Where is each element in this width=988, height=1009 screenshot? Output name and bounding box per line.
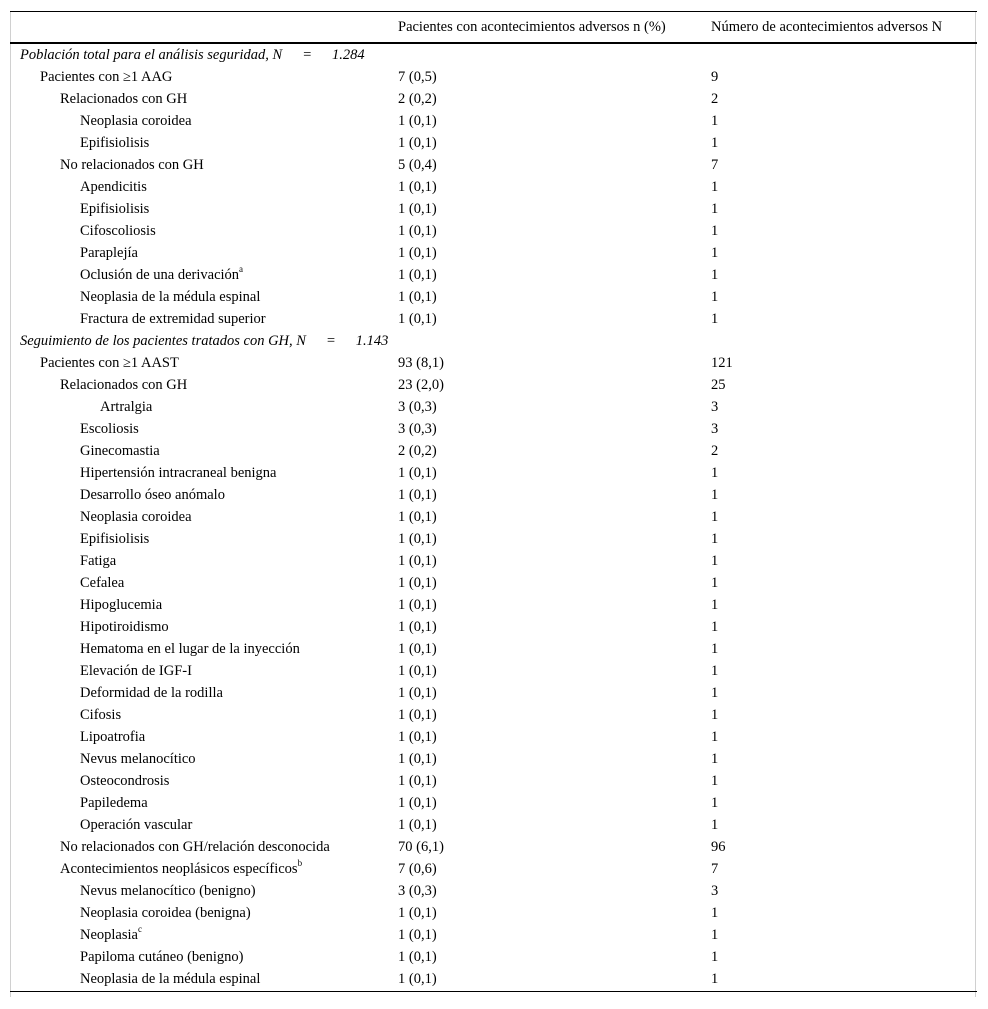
row-label-cell: [10, 880, 398, 902]
row-label: Neoplasia: [80, 926, 138, 943]
table-row: [10, 264, 977, 286]
row-label: Papiloma cutáneo (benigno): [80, 948, 244, 965]
row-label-cell: [10, 396, 398, 418]
section-label: Seguimiento de los pacientes tratados con GH, N: [20, 332, 306, 349]
events-cell: 9: [711, 68, 719, 85]
events-cell: 1: [711, 464, 719, 481]
events-cell: 1: [711, 552, 719, 569]
row-label-cell: [10, 946, 398, 968]
events-cell: 1: [711, 508, 719, 525]
events-cell: 1: [711, 222, 719, 239]
patients-cell: 2 (0,2): [398, 90, 437, 107]
events-cell: 121: [711, 354, 733, 371]
table-row: [10, 154, 977, 176]
patients-cell: 1 (0,1): [398, 596, 437, 613]
table-row: [10, 726, 977, 748]
table-row: [10, 176, 977, 198]
patients-cell: 1 (0,1): [398, 486, 437, 503]
row-label: Osteocondrosis: [80, 772, 170, 789]
row-label-cell: [10, 418, 398, 440]
row-label: Deformidad de la rodilla: [80, 684, 223, 701]
row-label-cell: [10, 660, 398, 682]
table-row: [10, 110, 977, 132]
footnote-marker: b: [297, 857, 303, 868]
row-label-cell: [10, 110, 398, 132]
table-row: [10, 396, 977, 418]
row-label: Oclusión de una derivación: [80, 266, 240, 283]
table-row: [10, 418, 977, 440]
events-cell: 1: [711, 684, 719, 701]
table-body: [10, 43, 977, 992]
row-label-cell: [10, 770, 398, 792]
patients-cell: 5 (0,4): [398, 156, 437, 173]
events-cell: 1: [711, 948, 719, 965]
row-label-cell: [10, 374, 398, 396]
row-label: Neoplasia de la médula espinal: [80, 288, 261, 305]
row-label-cell: [10, 506, 398, 528]
events-cell: 1: [711, 968, 977, 992]
events-cell: 2: [711, 90, 719, 107]
table-row: [10, 220, 977, 242]
section-equals: =: [302, 46, 313, 63]
table-row: [10, 286, 977, 308]
patients-cell: 1 (0,1): [398, 948, 437, 965]
patients-cell: 1 (0,1): [398, 816, 437, 833]
row-label: Ginecomastia: [80, 442, 160, 459]
row-label: Epifisiolisis: [80, 200, 150, 217]
row-label-cell: [10, 132, 398, 154]
row-label-cell: [10, 550, 398, 572]
patients-cell: 1 (0,1): [398, 728, 437, 745]
patients-cell: 1 (0,1): [398, 772, 437, 789]
patients-cell: 1 (0,1): [398, 926, 437, 943]
row-label: Neoplasia coroidea: [80, 508, 192, 525]
table-row: [10, 968, 977, 992]
table-row: [10, 352, 977, 374]
patients-cell: 3 (0,3): [398, 882, 437, 899]
events-cell: 1: [711, 772, 719, 789]
events-cell: 1: [711, 310, 719, 327]
row-label: Acontecimientos neoplásicos específicos: [60, 860, 298, 877]
table-header: [10, 12, 977, 43]
events-cell: 1: [711, 486, 719, 503]
patients-cell: 3 (0,3): [398, 420, 437, 437]
row-label: Epifisiolisis: [80, 134, 150, 151]
events-cell: 1: [711, 112, 719, 129]
row-label: Nevus melanocítico (benigno): [80, 882, 256, 899]
table-row: [10, 132, 977, 154]
row-label-cell: [10, 462, 398, 484]
row-label-cell: [10, 198, 398, 220]
patients-cell: 1 (0,1): [398, 266, 437, 283]
table-row: [10, 242, 977, 264]
events-cell: 1: [711, 640, 719, 657]
row-label: No relacionados con GH: [60, 156, 204, 173]
events-cell: 3: [711, 398, 719, 415]
row-label-cell: [10, 616, 398, 638]
table-row: [10, 484, 977, 506]
table-row: [10, 748, 977, 770]
row-label-cell: [10, 924, 398, 946]
table-row: [10, 308, 977, 330]
section-heading: [10, 43, 977, 66]
section-label: Población total para el análisis seguridad, N: [20, 46, 283, 63]
patients-cell: 3 (0,3): [398, 398, 437, 415]
patients-cell: 1 (0,1): [398, 464, 437, 481]
events-cell: 25: [711, 376, 726, 393]
header-col-events: Número de acontecimientos adversos N: [711, 12, 977, 43]
section-row: [10, 43, 977, 66]
patients-cell: 1 (0,1): [398, 794, 437, 811]
section-row: [10, 330, 977, 352]
table-row: [10, 880, 977, 902]
patients-cell: 1 (0,1): [398, 574, 437, 591]
events-cell: 1: [711, 574, 719, 591]
row-label-cell: [10, 858, 398, 880]
patients-cell: 1 (0,1): [398, 244, 437, 261]
row-label: Artralgia: [100, 398, 153, 415]
table-row: [10, 946, 977, 968]
table-row: [10, 638, 977, 660]
row-label-cell: [10, 748, 398, 770]
events-cell: 3: [711, 420, 719, 437]
row-label-cell: [10, 154, 398, 176]
row-label-cell: [10, 814, 398, 836]
row-label: Lipoatrofia: [80, 728, 146, 745]
events-cell: 1: [711, 244, 719, 261]
section-n-value: 1.143: [355, 332, 389, 349]
patients-cell: 1 (0,1): [398, 222, 437, 239]
events-cell: 1: [711, 728, 719, 745]
row-label-cell: [10, 836, 398, 858]
table-row: [10, 924, 977, 946]
table-row: [10, 88, 977, 110]
row-label: Epifisiolisis: [80, 530, 150, 547]
events-cell: 96: [711, 838, 726, 855]
row-label: No relacionados con GH/relación desconocida: [60, 838, 330, 855]
section-heading: [10, 330, 977, 352]
row-label: Neoplasia de la médula espinal: [80, 971, 261, 987]
patients-cell: 1 (0,1): [398, 968, 711, 992]
row-label-cell: [10, 286, 398, 308]
row-label: Fractura de extremidad superior: [80, 310, 266, 327]
row-label-cell: [10, 220, 398, 242]
row-label-cell: [10, 726, 398, 748]
table-row: [10, 506, 977, 528]
table-row: [10, 792, 977, 814]
patients-cell: 1 (0,1): [398, 904, 437, 921]
table-row: [10, 440, 977, 462]
row-label: Elevación de IGF-I: [80, 662, 192, 679]
table-row: [10, 902, 977, 924]
table-row: [10, 550, 977, 572]
row-label-cell: [10, 594, 398, 616]
row-label-cell: [10, 792, 398, 814]
table-row: [10, 66, 977, 88]
table-row: [10, 770, 977, 792]
row-label: Cifosis: [80, 706, 122, 723]
row-label-cell: [10, 528, 398, 550]
row-label-cell: [10, 242, 398, 264]
table-row: [10, 814, 977, 836]
events-cell: 1: [711, 288, 719, 305]
row-label: Neoplasia coroidea (benigna): [80, 904, 251, 921]
row-label-cell: [10, 484, 398, 506]
row-label: Hematoma en el lugar de la inyección: [80, 640, 300, 657]
events-cell: 1: [711, 618, 719, 635]
row-label: Nevus melanocítico: [80, 750, 196, 767]
events-cell: 7: [711, 156, 719, 173]
table-row: [10, 594, 977, 616]
footnote-marker: c: [137, 923, 142, 934]
row-label-cell: [10, 682, 398, 704]
header-col-patients: Pacientes con acontecimientos adversos n (%): [398, 12, 711, 43]
table-row: [10, 682, 977, 704]
patients-cell: 1 (0,1): [398, 200, 437, 217]
row-label: Pacientes con ≥1 AAST: [40, 354, 179, 371]
patients-cell: 1 (0,1): [398, 706, 437, 723]
patients-cell: 7 (0,6): [398, 860, 437, 877]
patients-cell: 1 (0,1): [398, 618, 437, 635]
section-n-value: 1.284: [332, 46, 365, 63]
row-label: Hipoglucemia: [80, 596, 163, 613]
row-label: Escoliosis: [80, 420, 139, 437]
patients-cell: 1 (0,1): [398, 530, 437, 547]
row-label-cell: [10, 308, 398, 330]
table-row: [10, 836, 977, 858]
row-label-cell: [10, 638, 398, 660]
section-equals: =: [325, 332, 336, 349]
events-cell: 1: [711, 200, 719, 217]
events-cell: 1: [711, 904, 719, 921]
events-cell: 2: [711, 442, 719, 459]
row-label: Pacientes con ≥1 AAG: [40, 68, 173, 85]
events-cell: 1: [711, 750, 719, 767]
row-label: Hipotiroidismo: [80, 618, 169, 635]
footnote-marker: a: [239, 263, 244, 274]
events-cell: 1: [711, 134, 719, 151]
header-col-label: [10, 12, 398, 43]
row-label-cell: [10, 176, 398, 198]
table-row: [10, 704, 977, 726]
row-label: Fatiga: [80, 552, 117, 569]
events-cell: 1: [711, 926, 719, 943]
row-label-cell: [10, 902, 398, 924]
patients-cell: 1 (0,1): [398, 178, 437, 195]
events-cell: 1: [711, 266, 719, 283]
patients-cell: 1 (0,1): [398, 552, 437, 569]
row-label: Relacionados con GH: [60, 90, 188, 107]
row-label: Relacionados con GH: [60, 376, 188, 393]
patients-cell: 1 (0,1): [398, 662, 437, 679]
row-label-cell: [10, 352, 398, 374]
patients-cell: 7 (0,5): [398, 68, 437, 85]
events-cell: 1: [711, 816, 719, 833]
patients-cell: 2 (0,2): [398, 442, 437, 459]
events-cell: 1: [711, 794, 719, 811]
row-label-cell: [10, 264, 398, 286]
table-row: [10, 198, 977, 220]
row-label-cell: [10, 968, 398, 992]
events-cell: 1: [711, 530, 719, 547]
table-row: [10, 528, 977, 550]
events-cell: 3: [711, 882, 719, 899]
events-cell: 1: [711, 178, 719, 195]
row-label: Hipertensión intracraneal benigna: [80, 464, 277, 481]
events-cell: 1: [711, 706, 719, 723]
patients-cell: 1 (0,1): [398, 288, 437, 305]
row-label-cell: [10, 572, 398, 594]
row-label-cell: [10, 440, 398, 462]
patients-cell: 1 (0,1): [398, 750, 437, 767]
row-label-cell: [10, 66, 398, 88]
row-label: Neoplasia coroidea: [80, 112, 192, 129]
header-row: [10, 12, 977, 43]
row-label: Desarrollo óseo anómalo: [80, 486, 225, 503]
adverse-events-table: [10, 11, 977, 992]
patients-cell: 23 (2,0): [398, 376, 444, 393]
patients-cell: 1 (0,1): [398, 684, 437, 701]
row-label: Operación vascular: [80, 816, 193, 833]
events-cell: 1: [711, 662, 719, 679]
patients-cell: 1 (0,1): [398, 640, 437, 657]
table-row: [10, 462, 977, 484]
table-row: [10, 858, 977, 880]
row-label: Apendicitis: [80, 178, 147, 195]
row-label: Cifoscoliosis: [80, 222, 156, 239]
patients-cell: 93 (8,1): [398, 354, 444, 371]
row-label: Paraplejía: [80, 244, 138, 261]
events-cell: 1: [711, 596, 719, 613]
table-row: [10, 616, 977, 638]
table-row: [10, 660, 977, 682]
patients-cell: 70 (6,1): [398, 838, 444, 855]
table-row: [10, 572, 977, 594]
patients-cell: 1 (0,1): [398, 112, 437, 129]
row-label: Papiledema: [80, 794, 148, 811]
row-label-cell: [10, 704, 398, 726]
patients-cell: 1 (0,1): [398, 134, 437, 151]
table-row: [10, 374, 977, 396]
events-cell: 7: [711, 860, 719, 877]
patients-cell: 1 (0,1): [398, 508, 437, 525]
row-label-cell: [10, 88, 398, 110]
row-label: Cefalea: [80, 574, 125, 591]
patients-cell: 1 (0,1): [398, 310, 437, 327]
